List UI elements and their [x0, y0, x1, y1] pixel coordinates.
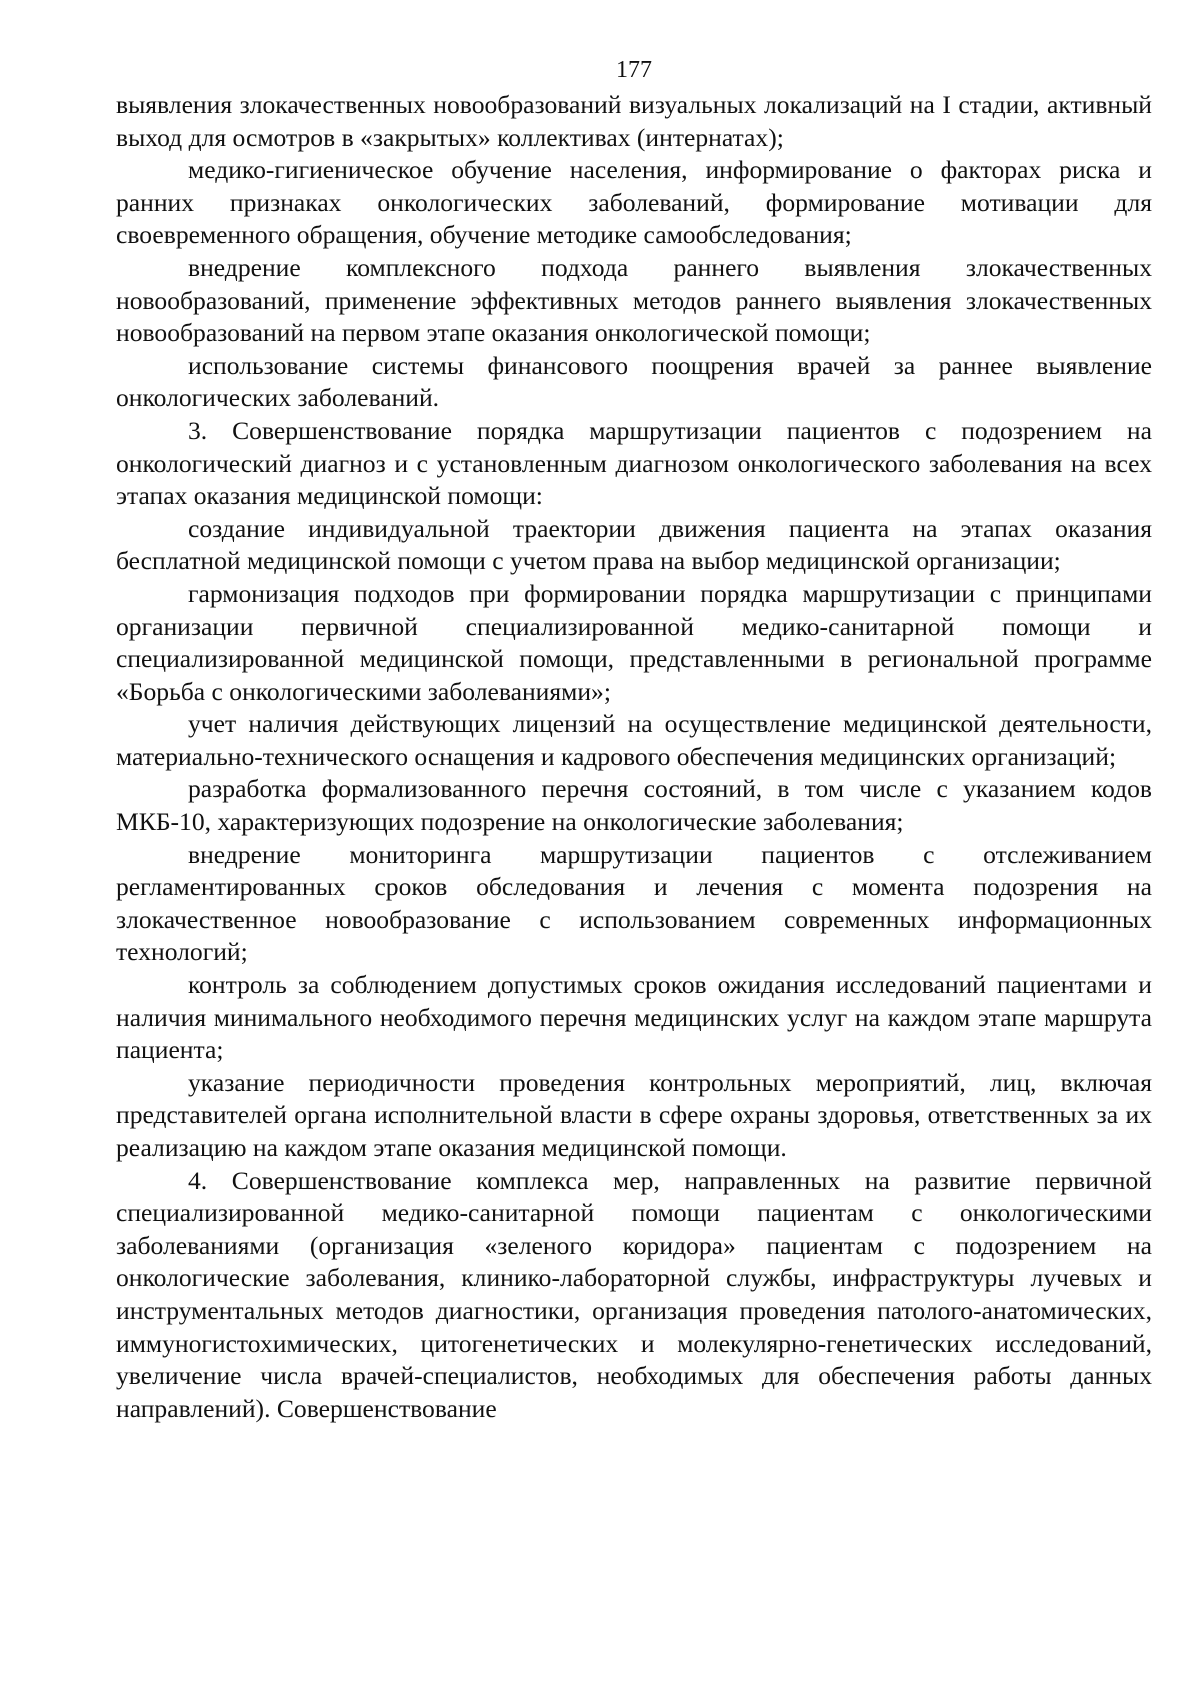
document-page [116, 54, 1152, 1425]
paragraph-section-3-heading: 3. Совершенствование порядка маршрутизации пациентов с подозрением на онкологический диагноз и с установленным диагнозом онкологического заболевания на всех этапах оказания медицинской помощи: [116, 415, 1152, 511]
paragraph-individual-trajectory: создание индивидуальной траектории движения пациента на этапах оказания бесплатной медицинской помощи с учетом права на выбор медицинской организации; [116, 513, 1152, 576]
paragraph-hygiene-education: медико-гигиеническое обучение населения, информирование о факторах риска и ранних признаках онкологических заболеваний, формирование мотивации для своевременного обращения, обучение методике самообследования; [116, 155, 1152, 250]
page-number: 177 [616, 57, 652, 83]
paragraph-financial-incentives: использование системы финансового поощрения врачей за раннее выявление онкологических заболеваний. [116, 350, 1152, 413]
paragraph-harmonization: гармонизация подходов при формировании порядка маршрутизации с принципами организации первичной специализированной медико-санитарной помощи и специализированной медицинской помощи, представленными в региональной программе «Борьба с онкологическими заболеваниями»; [116, 578, 1152, 706]
paragraph-routing-monitoring: внедрение мониторинга маршрутизации пациентов с отслеживанием регламентированных сроков обследования и лечения с момента подозрения на злокачественное новообразование с использованием современных информационных технологий; [116, 839, 1152, 967]
document-body [116, 89, 1152, 1425]
paragraph-complex-approach: внедрение комплексного подхода раннего выявления злокачественных новообразований, применение эффективных методов раннего выявления злокачественных новообразований на первом этапе оказания онкологической помощи; [116, 252, 1152, 348]
paragraph-section-4-heading: 4. Совершенствование комплекса мер, направленных на развитие первичной специализированной медико-санитарной помощи пациентам с онкологическими заболеваниями (организация «зеленого коридора» пациентам с подозрением на онкологические заболевания, клинико-лабораторной службы, инфраструктуры лучевых и инструментальных методов диагностики, организация проведения патолого-анатомических, иммуногистохимических, цитогенетических и молекулярно-генетических исследований, увеличение числа врачей-специалистов, необходимых для обеспечения работы данных направлений). Совершенствование [116, 1165, 1152, 1423]
paragraph-control-periodicity: указание периодичности проведения контрольных мероприятий, лиц, включая представителей органа исполнительной власти в сфере охраны здоровья, ответственных за их реализацию на каждом этапе оказания медицинской помощи. [116, 1067, 1152, 1162]
paragraph-licenses: учет наличия действующих лицензий на осуществление медицинской деятельности, материально-технического оснащения и кадрового обеспечения медицинских организаций; [116, 709, 1152, 771]
paragraph-waiting-times: контроль за соблюдением допустимых сроков ожидания исследований пациентами и наличия минимального необходимого перечня медицинских услуг на каждом этапе маршрута пациента; [116, 970, 1152, 1065]
paragraph-mkb-list: разработка формализованного перечня состояний, в том числе с указанием кодов МКБ-10, характеризующих подозрение на онкологические заболевания; [116, 774, 1152, 837]
paragraph-continuation: выявления злокачественных новообразований визуальных локализаций на I стадии, активный выход для осмотров в «закрытых» коллективах (интернатах); [116, 90, 1152, 152]
